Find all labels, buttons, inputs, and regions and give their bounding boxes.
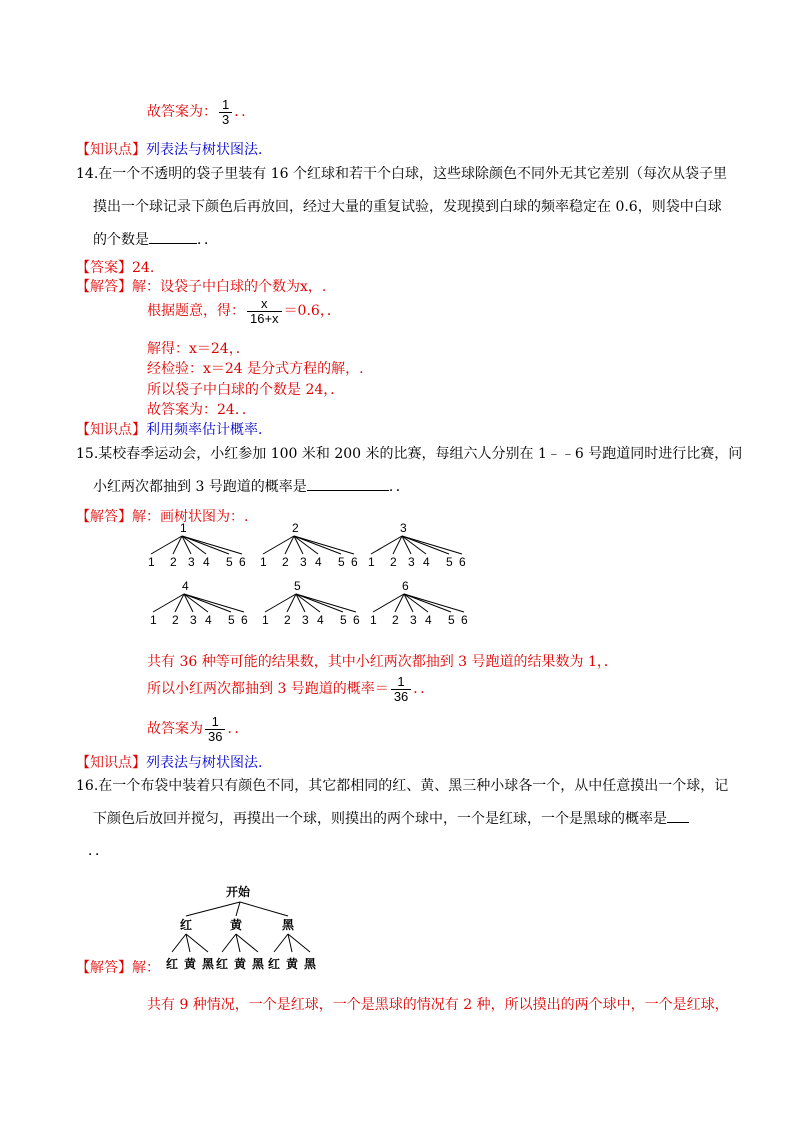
q15-tree-leaf-label: 5 [228, 613, 235, 627]
q15-tree-5 [262, 579, 360, 627]
q15-tree-branch [184, 594, 231, 612]
q15-tree-leaf-label: 3 [188, 555, 195, 569]
q15-probability-denominator: 36 [393, 688, 409, 704]
q15-solution-line-3 [147, 675, 434, 703]
q15-tree-leaf-label: 4 [203, 555, 210, 569]
q13-answer-denominator: 3 [222, 111, 230, 127]
q14-equation-fraction [247, 297, 282, 325]
q14-line-3-prefix: 的个数是 [93, 232, 149, 248]
q15-tree-1 [148, 521, 246, 569]
q16-tree-svg [160, 880, 335, 975]
q14-answer [76, 257, 154, 277]
q15-tree-leaf-label: 5 [226, 555, 233, 569]
q14-answer-tag: 【答案】 [76, 260, 132, 276]
q15-tree-branch [294, 536, 354, 554]
q14-line-1: 14.在一个不透明的袋子里装有 16 个红球和若干个白球，这些球除颜色不同外无其它差别（每次从袋子里 [76, 166, 727, 182]
q15-tree-leaf-label: 2 [284, 613, 291, 627]
q13-answer-suffix: ．． [234, 104, 256, 121]
q16-tree-branch-label: 红 [180, 918, 193, 932]
q15-tree-leaf-label: 4 [423, 555, 430, 569]
q14-equation-suffix: ＝0.6，． [283, 303, 341, 320]
q14-answer-value: 24. [132, 260, 155, 276]
q14-answer-blank [149, 229, 197, 244]
q14-solution-intro [76, 276, 326, 296]
q16-tree-leaf-branch [222, 934, 236, 952]
q15-tree-leaf-label: 6 [351, 555, 358, 569]
q15-tree-leaf-label: 2 [390, 555, 397, 569]
q15-tree-branch [182, 536, 242, 554]
q15-tree-branch [402, 536, 449, 554]
q15-line-2-prefix: 小红两次都抽到 3 号跑道的概率是 [93, 479, 307, 495]
q15-tree-leaf-label: 1 [150, 613, 157, 627]
q15-solution-line-2: 共有 36 种等可能的结果数，其中小红两次都抽到 3 号跑道的结果数为 1，． [147, 654, 618, 670]
q15-tree-leaf-label: 3 [300, 555, 307, 569]
q15-tree-leaf-label: 2 [170, 555, 177, 569]
q15-tree-diagrams [140, 520, 490, 640]
q15-solution-line-4 [147, 715, 248, 743]
q16-tree-leaf-label: 黄 [184, 957, 197, 971]
q13-kp-text: 列表法与树状图法. [146, 142, 263, 158]
q16-line-2-text: 下颜色后放回并搅匀，再摸出一个球，则摸出的两个球中，一个是红球，一个是黑球的概率是 [93, 811, 667, 827]
q15-tree-svg [140, 520, 490, 640]
q16-tree-leaf-label: 红 [216, 957, 229, 971]
q15-knowledge-point [76, 752, 262, 772]
q14-knowledge-point [76, 419, 262, 439]
q15-tree-4 [150, 579, 248, 627]
q15-line-1: 15.某校春季运动会，小红参加 100 米和 200 米的比赛，每组六人分别在 1﹣﹣6 号跑道同时进行比赛，问 [76, 446, 743, 462]
q15-tree-leaf-label: 5 [338, 555, 345, 569]
q15-solution-intro-text: 解：画树状图为：. [132, 509, 249, 525]
q14-equation-denominator: 16+x [250, 310, 279, 326]
q15-tree-root-label: 5 [294, 579, 301, 593]
q15-tree-leaf-label: 4 [205, 613, 212, 627]
q13-knowledge-point [76, 139, 262, 159]
q15-tree-leaf-label: 5 [446, 555, 453, 569]
q16-tree-diagram [160, 880, 335, 975]
q13-answer-fraction [219, 98, 232, 126]
q16-line-3: ．． [88, 843, 109, 859]
q15-tree-branch [404, 594, 464, 612]
q16-tree-branch [186, 902, 240, 916]
q16-answer-blank [667, 808, 689, 823]
q16-line-1: 16.在一个布袋中装着只有颜色不同，其它都相同的红、黄、黑三种小球各一个，从中任意摸出一个球，记 [76, 778, 729, 794]
q14-line-2: 摸出一个球记录下颜色后再放回，经过大量的重复试验，发现摸到白球的频率稳定在 0.6，则袋中白球 [93, 199, 722, 215]
q15-tree-branch [184, 594, 208, 612]
q15-tree-leaf-label: 1 [370, 613, 377, 627]
q15-tree-leaf-label: 1 [262, 613, 269, 627]
q15-kp-tag: 【知识点】 [76, 755, 146, 771]
q15-probability-fraction [391, 675, 411, 703]
q14-solution-line-4: 经检验：x＝24 是分式方程的解，. [147, 361, 364, 377]
q14-solution-line-5: 所以袋子中白球的个数是 24，． [147, 382, 345, 398]
q15-tree-leaf-label: 2 [392, 613, 399, 627]
q13-answer-prefix: 故答案为： [147, 104, 217, 121]
q14-solution-intro-text: 解：设袋子中白球的个数为x，. [132, 279, 327, 295]
q15-tree-leaf-label: 5 [340, 613, 347, 627]
q16-tree-leaf-label: 黑 [202, 957, 215, 971]
q15-tree-root-label: 6 [402, 579, 409, 593]
q15-tree-leaf-label: 1 [148, 555, 155, 569]
q15-line-4-suffix: ．． [227, 721, 249, 738]
q15-tree-leaf-label: 6 [241, 613, 248, 627]
q15-tree-leaf-label: 3 [410, 613, 417, 627]
q15-answer-denominator: 36 [208, 728, 223, 744]
q15-tree-leaf-label: 1 [260, 555, 267, 569]
q16-tree-leaf-label: 黑 [304, 957, 317, 971]
q15-tree-leaf-label: 3 [408, 555, 415, 569]
q15-line-4-prefix: 故答案为 [147, 721, 203, 738]
q15-tree-6 [370, 579, 468, 627]
q15-kp-text: 列表法与树状图法. [146, 755, 263, 771]
q15-tree-leaf-label: 3 [302, 613, 309, 627]
q16-tree-leaf-label: 红 [268, 957, 281, 971]
q15-tree-2 [260, 521, 358, 569]
q15-tree-leaf-label: 4 [315, 555, 322, 569]
q15-tree-branch [402, 536, 462, 554]
q14-line-3 [93, 229, 218, 249]
q15-probability-numerator: 1 [391, 675, 411, 690]
q16-solution-line-2: 共有 9 种情况，一个是红球，一个是黑球的情况有 2 种，所以摸出的两个球中，一个是红球， [147, 997, 729, 1013]
q15-tree-branch [294, 536, 318, 554]
q16-tree-leaf-label: 黄 [286, 957, 299, 971]
q15-tree-root-label: 3 [400, 521, 407, 535]
q15-tree-branch [182, 536, 206, 554]
q14-kp-text: 利用频率估计概率. [146, 422, 263, 438]
q15-tree-branch [296, 594, 343, 612]
q15-tree-root-label: 2 [292, 521, 299, 535]
q15-line-2 [93, 476, 410, 496]
q15-tree-leaf-label: 6 [239, 555, 246, 569]
q16-solution-tag: 【解答】 [76, 960, 132, 976]
q15-tree-leaf-label: 6 [353, 613, 360, 627]
q14-solution-equation [147, 297, 341, 325]
q16-tree-branch [240, 902, 288, 916]
q15-tree-leaf-label: 2 [172, 613, 179, 627]
q16-tree-branch-label: 黄 [230, 918, 243, 932]
q16-tree-root-label: 开始 [226, 885, 251, 899]
q15-tree-leaf-label: 5 [448, 613, 455, 627]
q15-line-3-prefix: 所以小红两次都抽到 3 号跑道的概率＝ [147, 681, 389, 698]
q15-tree-3 [368, 521, 466, 569]
q15-answer-fraction [205, 715, 225, 743]
q15-tree-leaf-label: 6 [459, 555, 466, 569]
q16-solution-intro-text: 解： [132, 960, 160, 976]
q15-tree-root-label: 4 [182, 579, 189, 593]
q16-tree-branch-label: 黑 [282, 918, 295, 932]
q16-tree-leaf-branch [274, 934, 288, 952]
q13-answer-line [147, 98, 255, 126]
q15-tree-branch [296, 594, 320, 612]
q14-kp-tag: 【知识点】 [76, 422, 146, 438]
q15-tree-branch [182, 536, 229, 554]
q15-tree-leaf-label: 6 [461, 613, 468, 627]
q16-tree-leaf-label: 黑 [252, 957, 265, 971]
q13-answer-numerator: 1 [219, 98, 232, 113]
q15-tree-leaf-label: 1 [368, 555, 375, 569]
q15-tree-branch [404, 594, 428, 612]
q14-line-3-suffix: ．． [197, 232, 218, 248]
q15-tree-branch [402, 536, 426, 554]
q16-tree-leaf-label: 黄 [234, 957, 247, 971]
q15-line-2-suffix: ．． [388, 479, 410, 495]
q15-tree-leaf-label: 2 [282, 555, 289, 569]
q16-solution-intro [76, 957, 160, 977]
q16-line-2 [93, 808, 689, 828]
q15-answer-numerator: 1 [205, 715, 225, 730]
q15-tree-branch [404, 594, 451, 612]
q14-solution-line-3: 解得：x＝24，． [147, 341, 250, 357]
q16-tree-leaf-branch [172, 934, 186, 952]
q15-tree-root-label: 1 [180, 521, 187, 535]
q14-equation-prefix: 根据题意，得： [147, 303, 245, 320]
q15-tree-branch [296, 594, 356, 612]
q16-tree-branch [236, 902, 240, 916]
q15-tree-branch [184, 594, 244, 612]
q15-tree-leaf-label: 4 [425, 613, 432, 627]
q15-tree-branch [294, 536, 341, 554]
q14-equation-numerator: x [247, 297, 282, 312]
q14-solution-tag: 【解答】 [76, 279, 132, 295]
q16-tree-leaf-label: 红 [166, 957, 179, 971]
q15-solution-tag: 【解答】 [76, 509, 132, 525]
q15-tree-leaf-label: 3 [190, 613, 197, 627]
q15-answer-blank [307, 476, 389, 491]
q15-line-3-suffix: ．． [413, 681, 435, 698]
q15-tree-leaf-label: 4 [317, 613, 324, 627]
q13-kp-tag: 【知识点】 [76, 142, 146, 158]
q14-solution-line-6: 故答案为：24．． [147, 402, 256, 418]
